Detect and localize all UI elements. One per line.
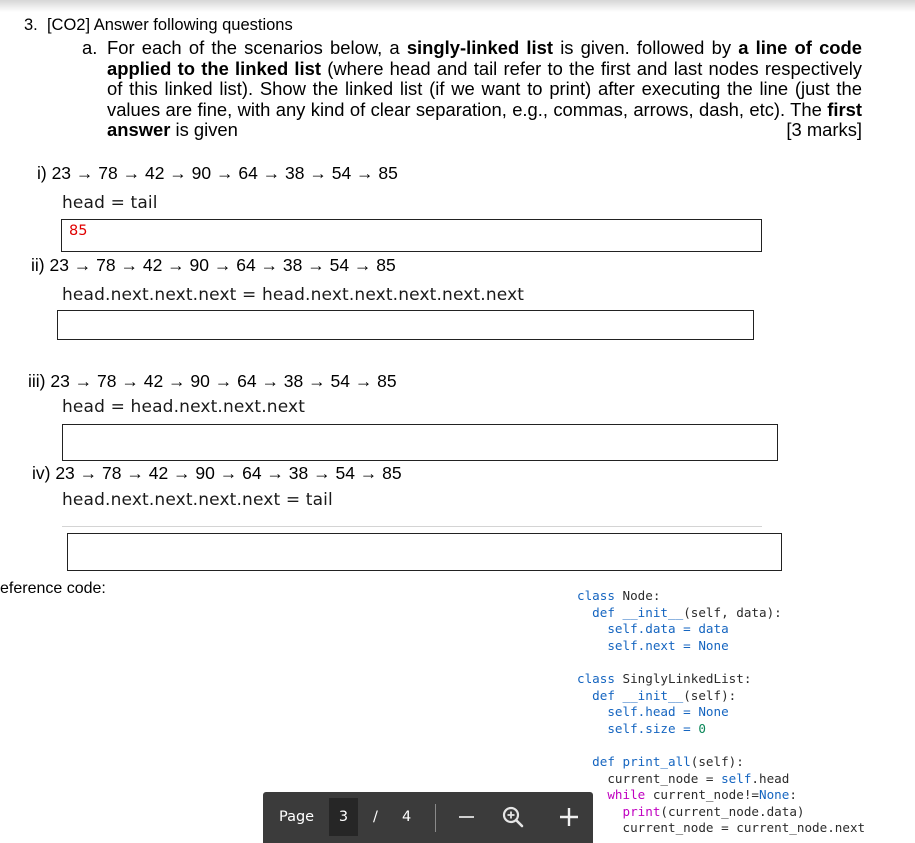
part-a-bold-2: a line of code applied to the linked list [107, 37, 863, 79]
scenario-4-code: head.next.next.next.next = tail [62, 490, 333, 510]
zoom-out-button[interactable] [459, 816, 474, 818]
part-a-text-3: (where head and tail refer to the first and last nodes respectively of this linked list). Show the linked list (if we want to print) after executing the line (just the values are fine, with any kind of clear separation, e.g., commas, arrows, dash, etc). The [107, 57, 862, 120]
code-keyword: def [592, 604, 615, 620]
scenario-3-answer-box[interactable] [62, 424, 778, 461]
scenario-3-code: head = head.next.next.next [62, 397, 306, 417]
code-constant: None [759, 787, 790, 803]
code-text: .head [751, 770, 790, 786]
viewer-top-shadow [0, 0, 915, 12]
scenario-1-answer: 85 [69, 223, 88, 239]
page-navigation-toolbar [263, 792, 593, 843]
faint-rule [62, 526, 762, 527]
toolbar-divider [435, 804, 436, 832]
scenario-1-answer-box[interactable] [61, 219, 762, 252]
code-text: self.size = [607, 720, 699, 736]
question-title: [CO2] Answer following questions [46, 16, 293, 34]
code-builtin: print [622, 803, 661, 819]
code-text: current_node = current_node.next [622, 820, 866, 836]
code-text: self.data = data [607, 621, 729, 637]
code-function-name: __init__ [622, 687, 684, 703]
part-a-text-4: is given [170, 119, 238, 141]
code-text: current_node!= [645, 787, 759, 803]
scenario-4-answer-box[interactable] [67, 533, 782, 571]
code-text: Node: [614, 588, 661, 603]
code-text: (self): [683, 687, 737, 703]
reference-code-label: eference code: [0, 580, 106, 597]
marks-label: [3 marks] [786, 119, 862, 141]
code-keyword: class [577, 588, 615, 603]
part-a-paragraph [82, 37, 863, 141]
code-keyword: def [592, 687, 615, 703]
python-reference-code [577, 588, 865, 837]
scenario-2-code: head.next.next.next = head.next.next.next.next.next [62, 285, 525, 305]
code-constant: None [698, 704, 729, 720]
code-function-name: print_all [622, 753, 691, 769]
scenario-1-sequence: i) 23 → 78 → 42 → 90 → 64 → 38 → 54 → 85 [37, 163, 398, 183]
zoom-in-button[interactable] [558, 806, 580, 828]
code-self: self [721, 770, 752, 786]
code-function-name: __init__ [622, 604, 684, 620]
code-keyword: class [577, 670, 615, 686]
question-heading [24, 16, 293, 35]
part-a-text-1: For each of the scenarios below, a [107, 37, 407, 58]
scenario-2-sequence: ii) 23 → 78 → 42 → 90 → 64 → 38 → 54 → 85 [31, 255, 396, 275]
zoom-fit-icon[interactable] [501, 805, 525, 829]
scenario-4-sequence: iv) 23 → 78 → 42 → 90 → 64 → 38 → 54 → 85 [32, 463, 402, 483]
total-pages: 4 [402, 809, 412, 825]
code-number: 0 [698, 720, 706, 736]
part-a-bullet: a. [82, 37, 98, 58]
part-a-text-2: is given. followed by [553, 37, 739, 58]
page-label: Page [279, 809, 315, 825]
scenario-1-code: head = tail [62, 193, 158, 213]
code-text: (self): [690, 753, 744, 769]
code-text: self.next = [607, 637, 699, 653]
code-keyword: def [592, 753, 615, 769]
part-a-bold-3: first answer [107, 98, 862, 141]
code-text: SinglyLinkedList: [614, 670, 752, 686]
code-text: current_node = [607, 770, 722, 786]
scenario-2-answer-box[interactable] [57, 310, 754, 340]
code-text: (current_node.data) [660, 803, 805, 819]
code-keyword: while [607, 787, 646, 803]
code-constant: None [698, 637, 729, 653]
current-page-input[interactable]: 3 [329, 798, 358, 836]
scenario-3-sequence: iii) 23 → 78 → 42 → 90 → 64 → 38 → 54 → 85 [28, 371, 397, 391]
code-text: self.head = [607, 704, 699, 720]
code-text: (self, data): [683, 604, 782, 620]
code-text: : [789, 787, 797, 803]
part-a-bold-1: singly-linked list [406, 37, 553, 58]
page-separator: / [373, 809, 378, 825]
question-number: 3. [24, 16, 38, 34]
